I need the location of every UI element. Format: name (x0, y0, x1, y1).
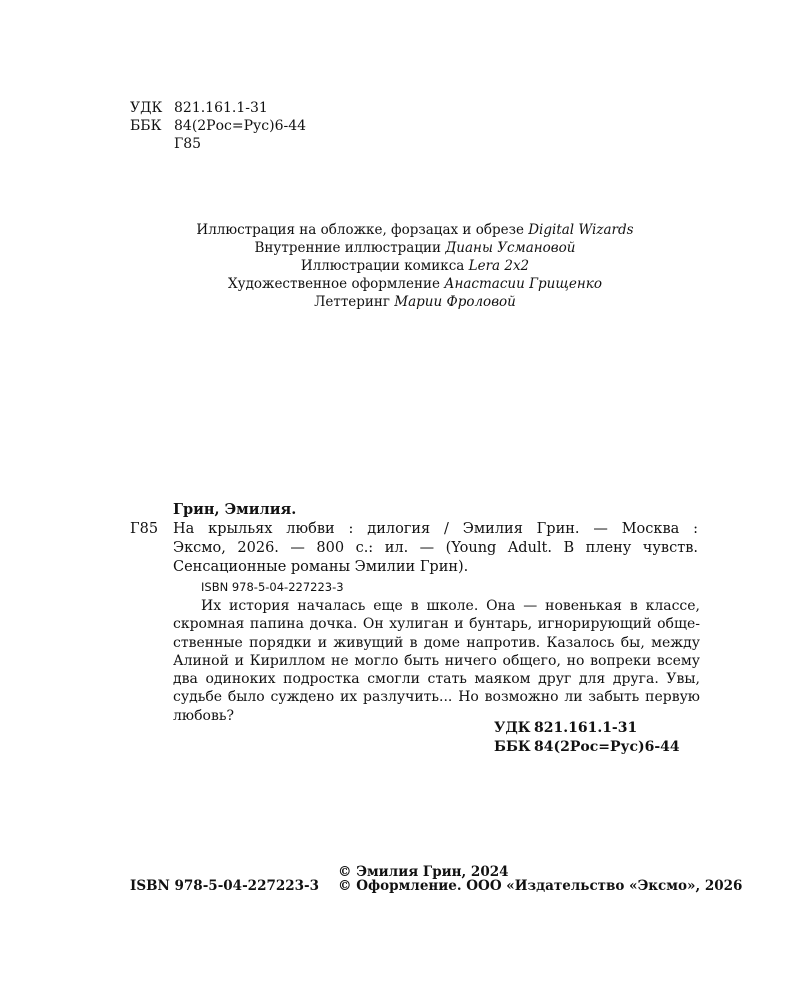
udk-line (130, 99, 306, 117)
annotation-line: Их история началась еще в школе. Она — новенькая в классе, (201, 598, 700, 614)
udk-label: УДК (130, 100, 163, 116)
annotation-block (173, 597, 700, 725)
udk-value: 821.161.1-31 (174, 100, 268, 116)
bib-title-block (173, 520, 698, 577)
udk-label-bottom: УДК (494, 720, 531, 736)
bbk-line-bottom (494, 738, 680, 757)
bib-title-line: На крыльях любви : дилогия / Эмилия Грин. — Москва : (173, 521, 698, 537)
classification-bottom (494, 719, 680, 757)
classification-top (130, 99, 306, 153)
udk-value-bottom: 821.161.1-31 (534, 720, 638, 736)
udk-line-bottom (494, 719, 680, 738)
annotation-line: любовь? (173, 707, 234, 724)
copyright-design: © Оформление. ООО «Издательство «Эксмо», 2026 (338, 878, 743, 894)
bib-author-mark: Г85 (130, 521, 159, 537)
annotation-line: судьбе было суждено их разлучить... Но возможно ли забыть первую (173, 689, 700, 706)
credit-line: Внутренние иллюстрации Дианы Усмановой (254, 240, 576, 256)
credit-line: Иллюстрации комикса Lera 2x2 (300, 258, 530, 274)
credit-line: Художественное оформление Анастасии Грищенко (228, 276, 602, 292)
author-mark-line (130, 135, 306, 153)
credit-line: Иллюстрация на обложке, форзацах и обрезе Digital Wizards (196, 222, 634, 238)
credit-line: Леттеринг Марии Фроловой (314, 294, 516, 310)
bbk-line (130, 117, 306, 135)
annotation-line: два одиноких подростка смогли стать маяком друг для друга. Увы, (173, 671, 700, 688)
footer-isbn: ISBN 978-5-04-227223-3 (130, 878, 320, 894)
bbk-value: 84(2Рос=Рус)6-44 (174, 118, 307, 134)
bib-isbn: ISBN 978-5-04-227223-3 (201, 580, 344, 594)
annotation-line: Алиной и Кириллом не могло быть ничего общего, но вопреки всему (173, 652, 700, 669)
annotation-line: скромная папина дочка. Он хулиган и бунтарь, игнорирующий обще- (173, 616, 700, 633)
annotation-line: ственные порядки и живущий в доме напротив. Казалось бы, между (173, 634, 700, 651)
bib-title-line: Эксмо, 2026. — 800 с.: ил. — (Young Adult. В плену чувств. (173, 540, 698, 556)
author-mark-top: Г85 (174, 136, 202, 152)
bbk-label: ББК (130, 118, 162, 134)
bbk-label-bottom: ББК (494, 739, 531, 755)
bbk-value-bottom: 84(2Рос=Рус)6-44 (534, 739, 680, 755)
copyright-author: © Эмилия Грин, 2024 (338, 864, 509, 880)
credits-block (150, 221, 680, 311)
bib-title-line: Сенсационные романы Эмилии Грин). (173, 559, 469, 575)
bib-author-heading: Грин, Эмилия. (173, 501, 297, 518)
